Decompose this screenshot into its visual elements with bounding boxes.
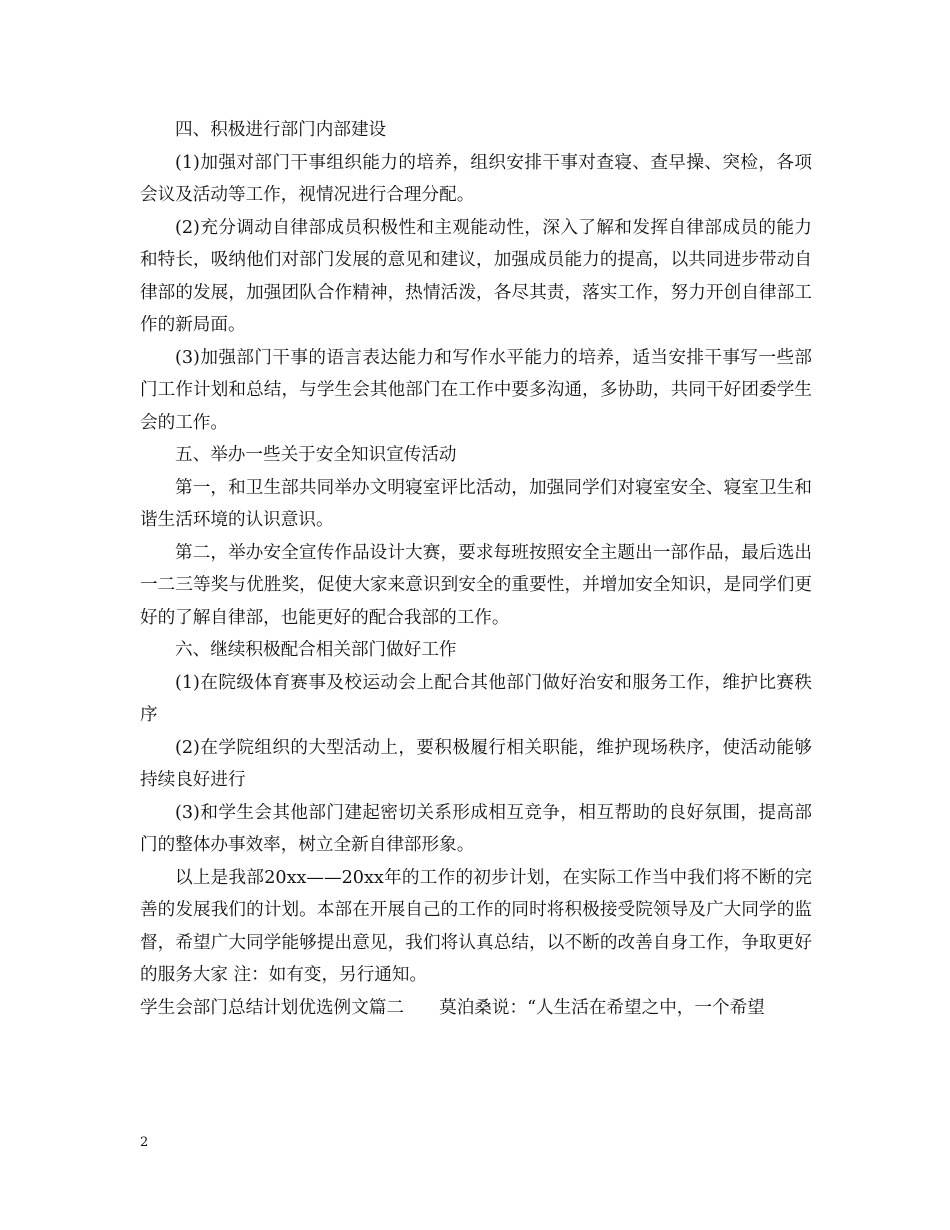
page-number: 2 xyxy=(140,1135,149,1150)
paragraph: (1)在院级体育赛事及校运动会上配合其他部门做好治安和服务工作，维护比赛秩序 xyxy=(140,672,812,725)
paragraph: 第二，举办安全宣传作品设计大赛，要求每班按照安全主题出一部作品，最后选出一二三等奖与优胜奖，促使大家来意识到安全的重要性，并增加安全知识，是同学们更好的了解自律部，也能更好的配合我部的工作。 xyxy=(140,542,812,628)
paragraph: (3)加强部门干事的语言表达能力和写作水平能力的培养，适当安排干事写一些部门工作计划和总结，与学生会其他部门在工作中要多沟通，多协助，共同干好团委学生会的工作。 xyxy=(140,347,812,433)
paragraph: (2)在学院组织的大型活动上，要积极履行相关职能，维护现场秩序，使活动能够持续良好进行 xyxy=(140,737,812,790)
paragraph: (1)加强对部门干事组织能力的培养，组织安排干事对查寝、查早操、突检，各项会议及活动等工作，视情况进行合理分配。 xyxy=(140,152,812,205)
section-heading-5: 五、举办一些关于安全知识宣传活动 xyxy=(175,445,457,465)
document-body xyxy=(140,114,812,1024)
section-heading-4: 四、积极进行部门内部建设 xyxy=(175,120,387,140)
section-heading-6: 六、继续积极配合相关部门做好工作 xyxy=(175,640,457,660)
paragraph: (3)和学生会其他部门建起密切关系形成相互竞争，相互帮助的良好氛围，提高部门的整体办事效率，树立全新自律部形象。 xyxy=(140,802,812,855)
paragraph: 第一，和卫生部共同举办文明寝室评比活动，加强同学们对寝室安全、寝室卫生和谐生活环境的认识意识。 xyxy=(140,477,812,530)
paragraph: (2)充分调动自律部成员积极性和主观能动性，深入了解和发挥自律部成员的能力和特长，吸纳他们对部门发展的意见和建议，加强成员能力的提高，以共同进步带动自律部的发展，加强团队合作精神，热情活泼，各尽其责，落实工作，努力开创自律部工作的新局面。 xyxy=(140,217,812,335)
closing-paragraph: 以上是我部20xx——20xx年的工作的初步计划，在实际工作当中我们将不断的完善的发展我们的计划。本部在开展自己的工作的同时将积极接受院领导及广大同学的监督，希望广大同学能够提出意见，我们将认真总结，以不断的改善自身工作，争取更好的服务大家 注：如有变，另行通知。 xyxy=(140,867,812,985)
next-article-line: 学生会部门总结计划优选例文篇二 莫泊桑说：“人生活在希望之中，一个希望 xyxy=(140,997,765,1018)
